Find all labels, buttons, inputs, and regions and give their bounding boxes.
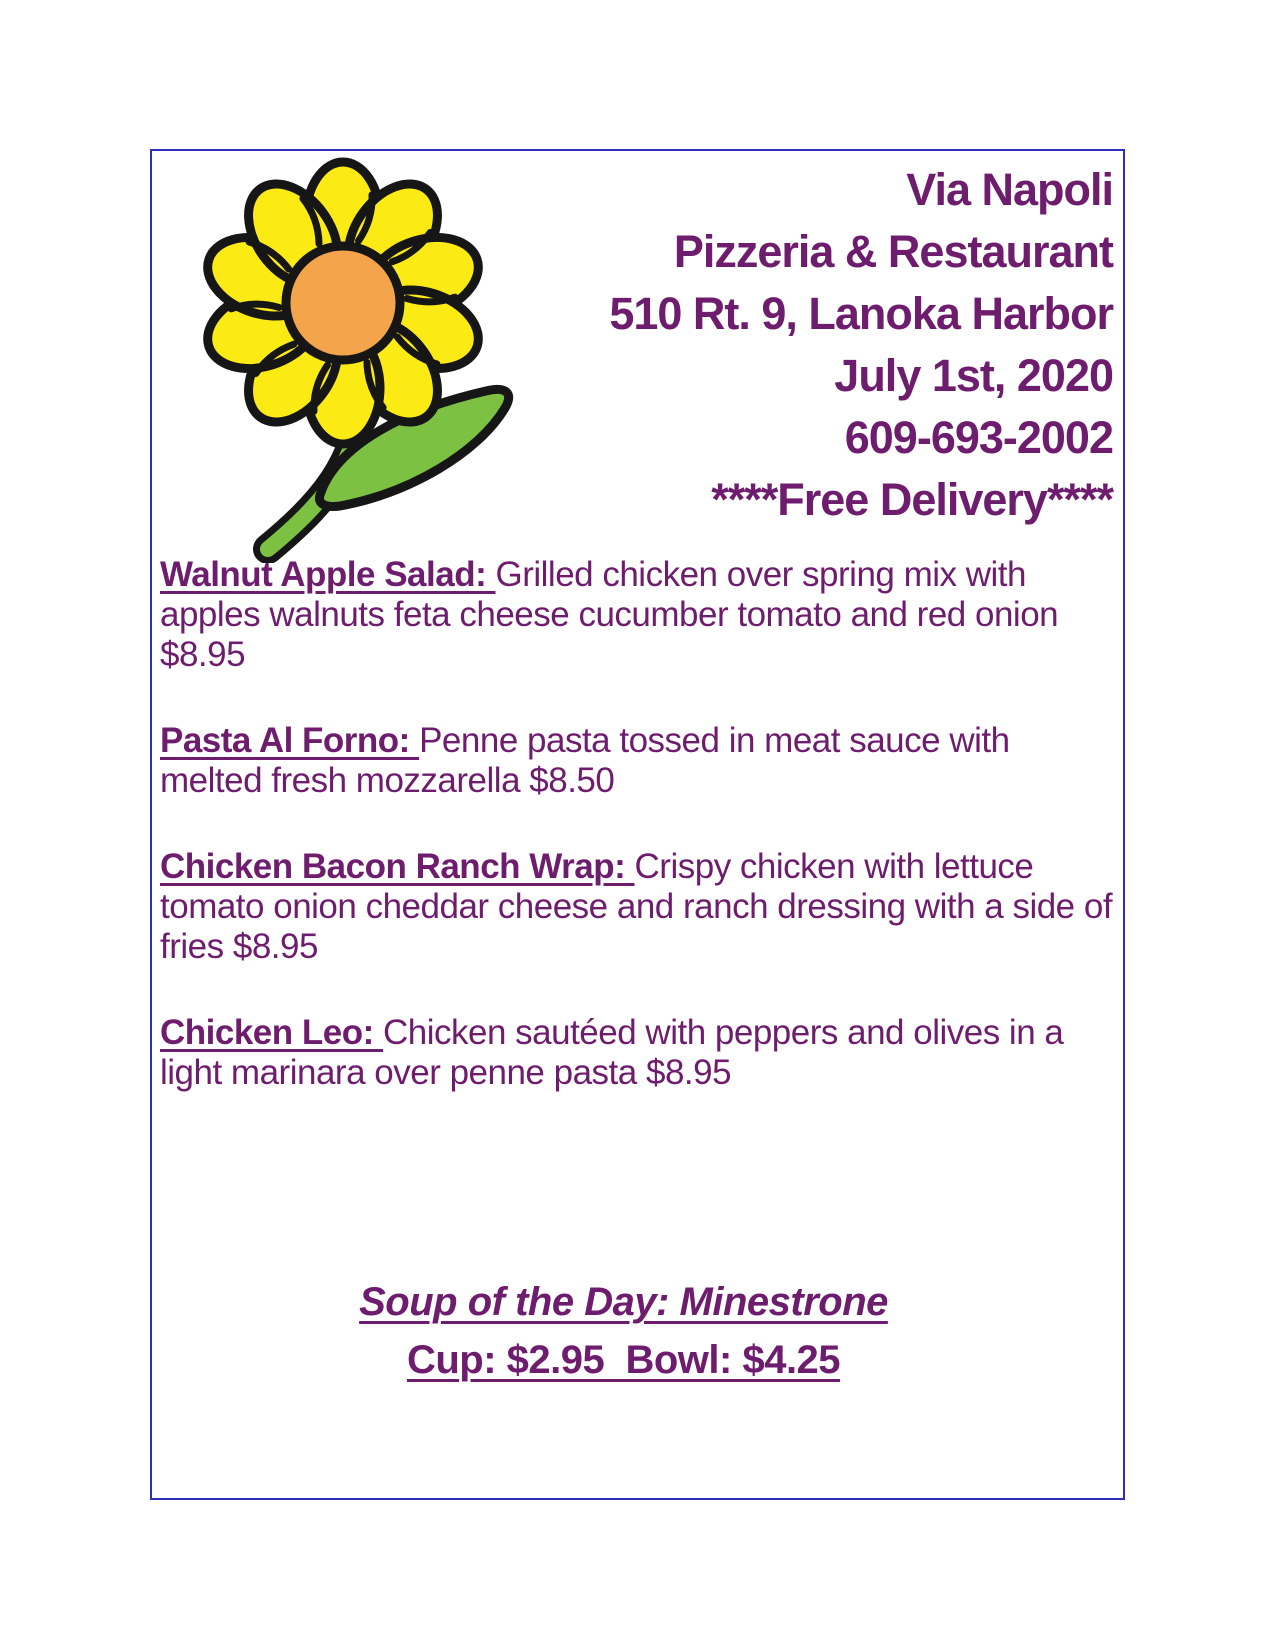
menu-flyer-box — [150, 149, 1125, 1500]
menu-item-pasta-al-forno — [160, 721, 1115, 801]
menu-item-walnut-apple-salad — [160, 555, 1115, 675]
menu-item-price: $8.50 — [529, 761, 615, 800]
soup-prices: Cup: $2.95 Bowl: $4.25 — [406, 1338, 841, 1382]
menu-item-description: Penne pasta tossed in meat sauce with melted fresh mozzarella — [160, 721, 1010, 800]
menu-item-name: Walnut Apple Salad: — [160, 555, 496, 594]
restaurant-header — [412, 159, 1113, 531]
specials-list — [160, 555, 1115, 1139]
free-delivery-banner: ****Free Delivery**** — [711, 474, 1113, 525]
menu-item-price: $8.95 — [232, 927, 318, 966]
menu-item-description: Chicken sautéed with peppers and olives in a light marinara over penne pasta — [160, 1013, 1064, 1092]
restaurant-type: Pizzeria & Restaurant — [673, 226, 1113, 277]
menu-item-price: $8.95 — [645, 1053, 732, 1092]
menu-date: July 1st, 2020 — [834, 350, 1113, 401]
soup-title: Soup of the Day: Minestrone — [359, 1280, 888, 1324]
restaurant-name: Via Napoli — [906, 164, 1113, 215]
menu-item-description: Grilled chicken over spring mix with apples walnuts feta cheese cucumber tomato and red onion — [160, 555, 1059, 634]
menu-item-price: $8.95 — [160, 635, 246, 674]
menu-item-description: Crispy chicken with lettuce tomato onion cheddar cheese and ranch dressing with a side of fries — [160, 847, 1113, 966]
menu-item-name: Pasta Al Forno: — [160, 721, 420, 760]
restaurant-address: 510 Rt. 9, Lanoka Harbor — [609, 288, 1113, 339]
menu-item-chicken-bacon-ranch-wrap — [160, 847, 1115, 967]
restaurant-phone: 609-693-2002 — [844, 412, 1113, 463]
menu-item-chicken-leo — [160, 1013, 1115, 1093]
menu-item-name: Chicken Bacon Ranch Wrap: — [160, 847, 635, 886]
soup-of-the-day-section — [152, 1273, 1095, 1389]
menu-item-name: Chicken Leo: — [160, 1013, 383, 1052]
